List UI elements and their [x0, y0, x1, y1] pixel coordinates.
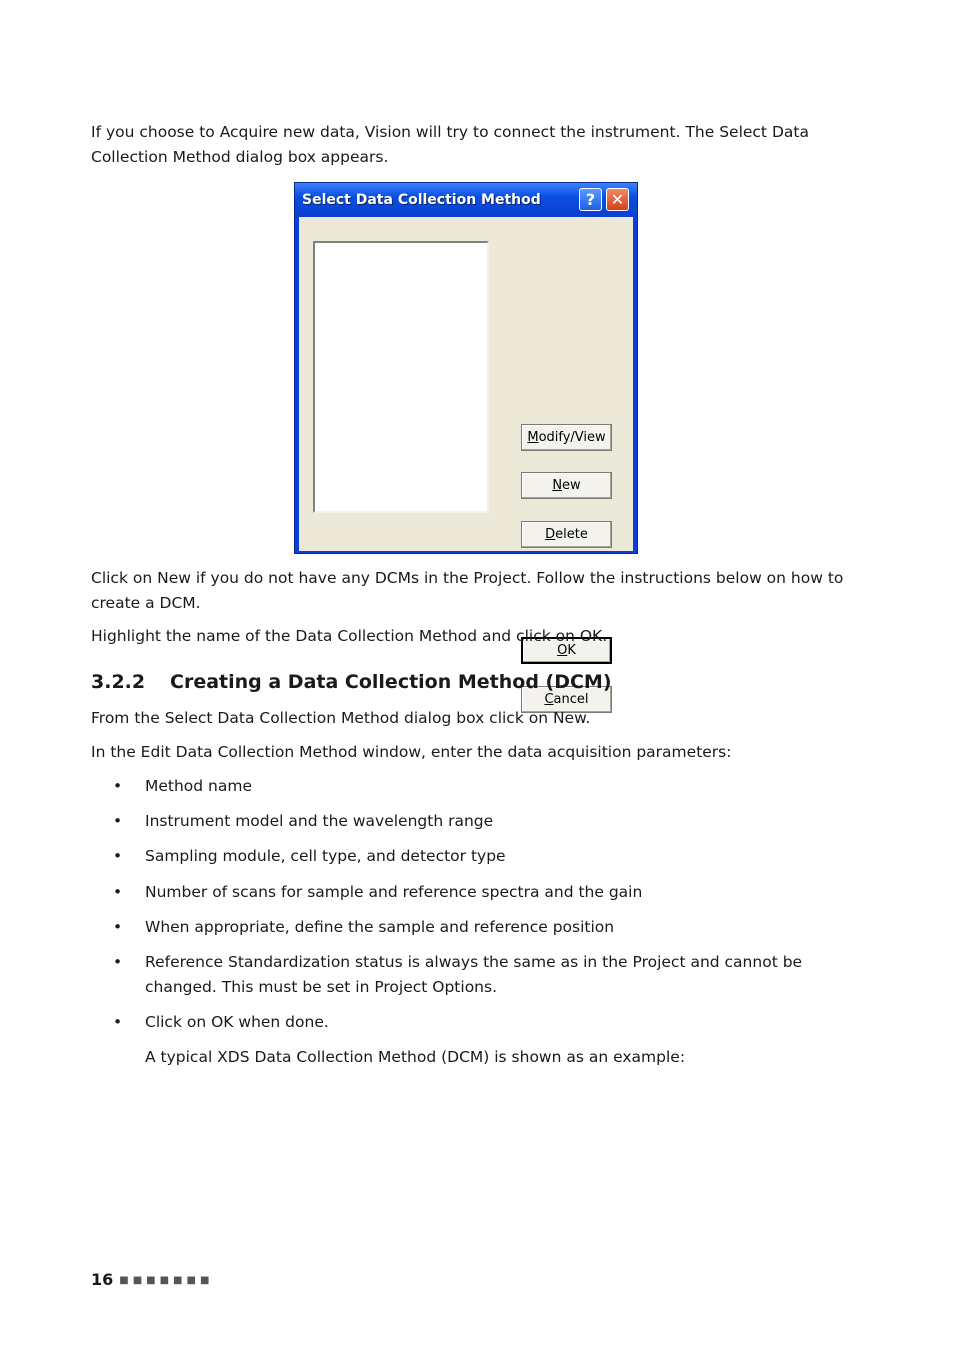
list-item-text: Number of scans for sample and reference spectra and the gain	[145, 883, 643, 901]
section-title: Creating a Data Collection Method (DCM)	[170, 671, 612, 693]
list-item	[91, 880, 851, 905]
section-number: 3.2.2	[91, 671, 146, 693]
list-item	[91, 1010, 851, 1035]
instruction-paragraph-1: Click on New if you do not have any DCMs in the Project. Follow the instructions below on how to create a DCM.	[91, 569, 844, 612]
footer-dots: ■■■■■■■	[119, 1275, 214, 1286]
modify-view-label: odify/View	[538, 430, 606, 445]
list-item	[91, 844, 851, 869]
dialog-title: Select Data Collection Method	[302, 192, 541, 208]
bullet-icon: •	[113, 847, 123, 865]
list-item-text: Reference Standardization status is always the same as in the Project and cannot be changed. This must be set in Project Options.	[145, 953, 803, 996]
modify-view-accel: M	[527, 430, 539, 445]
list-item	[91, 950, 851, 1000]
dialog-titlebar[interactable]	[295, 183, 637, 217]
modify-view-button[interactable]	[521, 424, 612, 451]
list-item-text: Instrument model and the wavelength range	[145, 812, 494, 830]
delete-accel: D	[545, 527, 556, 542]
delete-button[interactable]	[521, 521, 612, 548]
bullet-icon: •	[113, 883, 123, 901]
bullet-icon: •	[113, 812, 123, 830]
list-item-text: Method name	[145, 777, 253, 795]
list-item	[91, 774, 851, 799]
section-heading	[91, 669, 612, 695]
list-item	[91, 809, 851, 834]
cancel-accel: C	[544, 692, 554, 707]
bullet-icon: •	[113, 953, 123, 971]
ok-accel: O	[557, 643, 568, 658]
list-item-text: Click on OK when done.	[145, 1013, 329, 1031]
new-label: ew	[562, 478, 581, 493]
list-item-text: When appropriate, define the sample and reference position	[145, 918, 615, 936]
new-button[interactable]	[521, 472, 612, 499]
cancel-label: ancel	[553, 692, 589, 707]
new-accel: N	[552, 478, 563, 493]
page-footer	[91, 1269, 213, 1294]
bullet-icon: •	[113, 1013, 123, 1031]
close-icon[interactable]: ✕	[606, 188, 629, 211]
list-item	[91, 915, 851, 940]
ok-label: K	[567, 643, 576, 658]
bullet-icon: •	[113, 918, 123, 936]
bullet-icon: •	[113, 777, 123, 795]
section-paragraph-2: In the Edit Data Collection Method window, enter the data acquisition parameters:	[91, 743, 732, 761]
help-icon[interactable]: ?	[579, 188, 602, 211]
example-caption: A typical XDS Data Collection Method (DCM) is shown as an example:	[145, 1048, 686, 1066]
dcm-listbox[interactable]	[313, 241, 489, 513]
page-number: 16	[91, 1270, 114, 1289]
intro-paragraph: If you choose to Acquire new data, Vision will try to connect the instrument. The Select Data Collection Method dialog box appears.	[91, 123, 809, 166]
list-item-text: Sampling module, cell type, and detector type	[145, 847, 506, 865]
section-paragraph-1: From the Select Data Collection Method dialog box click on New.	[91, 709, 591, 727]
instruction-paragraph-2: Highlight the name of the Data Collection Method and click on OK.	[91, 627, 608, 645]
delete-label: elete	[555, 527, 588, 542]
